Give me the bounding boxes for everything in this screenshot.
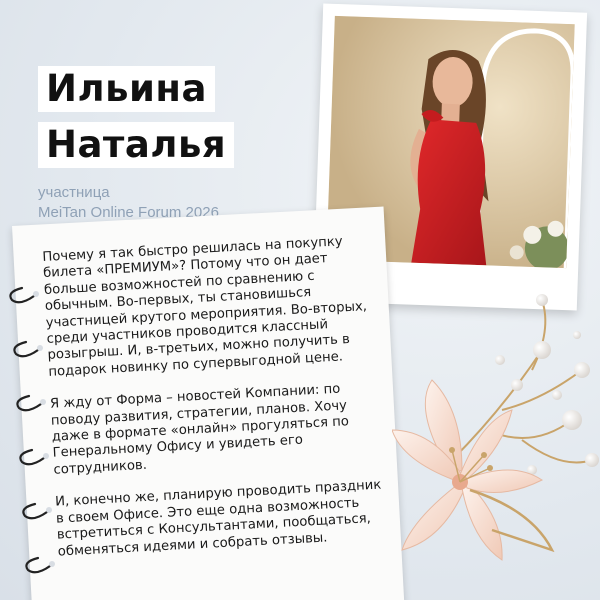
paragraph-2: Я жду от Форма – новостей Компании: по поводу развития, стратегии, планов. Хочу даже в формате «онлайн» прогуляться по Генеральному Офису и увидеть его сотрудников. xyxy=(49,381,350,478)
event-label: MeiTan Online Forum 2026 xyxy=(38,204,219,221)
paragraph-1: Почему я так быстро решилась на покупку билета «ПРЕМИУМ»? Потому что он дает больше возможностей по сравнению с обычным. Во-первых, ты становишься участницей крутого мероприятия. Во-вторых, среди участников проводится классный розыгрыш. И, в-третьих, можно получить в подарок новинку по супервыгодной цене. xyxy=(42,234,368,380)
testimonial-text xyxy=(42,233,389,577)
paragraph-3: И, конечно же, планирую проводить праздник в своем Офисе. Это еще одна возможность встретиться с Консультантами, пообщаться, обменяться идеями и собрать отзывы. xyxy=(54,477,382,560)
pearl-flower-brooch-icon xyxy=(392,290,600,590)
first-name-label: Ильина xyxy=(38,66,215,112)
last-name-label: Наталья xyxy=(38,122,234,168)
role-label: участница xyxy=(38,184,110,201)
